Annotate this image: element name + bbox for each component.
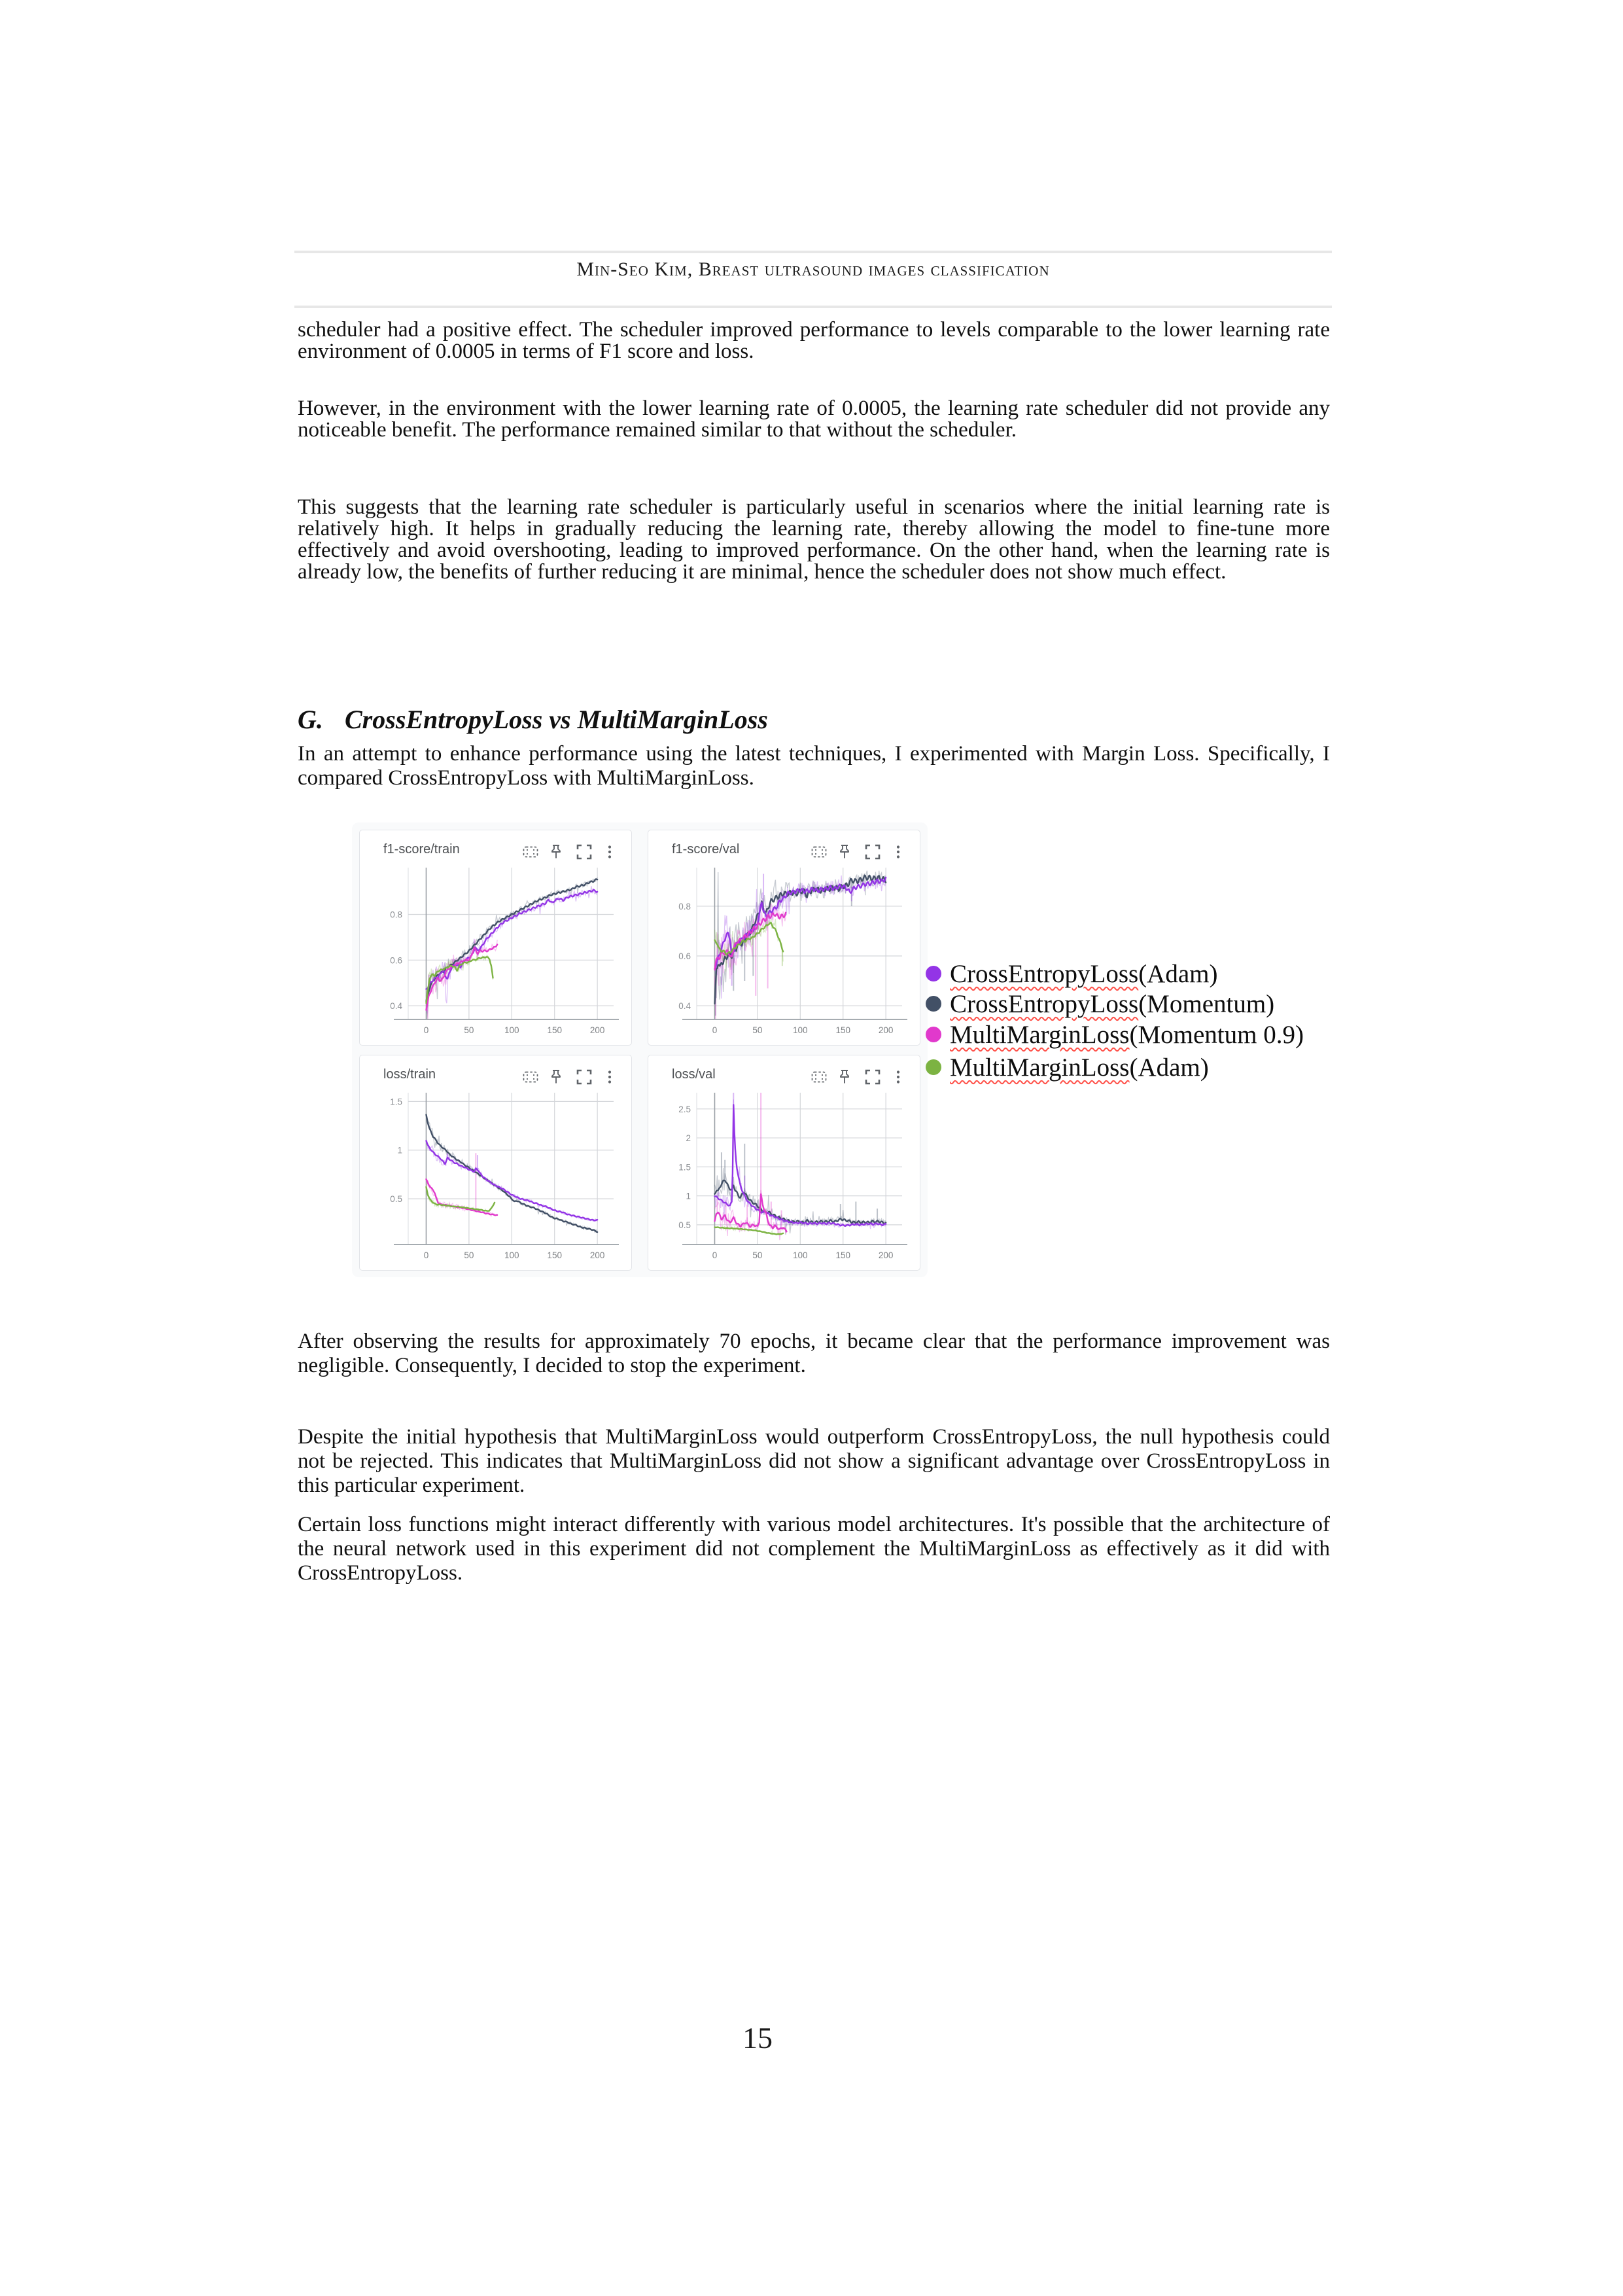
legend-run-param: (Momentum 0.9) [1129, 1020, 1304, 1049]
legend-color-dot [926, 1027, 941, 1042]
fullscreen-icon[interactable] [864, 843, 882, 861]
fullscreen-icon[interactable] [864, 1068, 882, 1086]
section-label: G. [298, 705, 323, 734]
fit-data-icon[interactable] [521, 843, 540, 861]
fullscreen-icon[interactable] [575, 1068, 593, 1086]
fullscreen-icon[interactable] [575, 843, 593, 861]
paragraph-4: In an attempt to enhance performance using the latest techniques, I experimented with Margin Loss. Specifically, I compared CrossEntropyLoss with MultiMarginLoss. [298, 742, 1330, 790]
pin-icon[interactable] [547, 1068, 565, 1086]
svg-text:0.6: 0.6 [390, 955, 402, 966]
svg-text:1.5: 1.5 [390, 1097, 402, 1107]
legend-run-name: MultiMarginLoss [950, 1020, 1130, 1049]
paragraph-7: Certain loss functions might interact differently with various model architectures. It's possible that the architecture of the neural network used in this experiment did not complement the MultiMarginLoss as effectively as it did with CrossEntropyLoss. [298, 1513, 1330, 1585]
chart-card-loss-train [359, 1055, 632, 1271]
svg-text:100: 100 [504, 1250, 519, 1260]
paragraph-3: This suggests that the learning rate scheduler is particularly useful in scenarios where the initial learning rate is relatively high. It helps in gradually reducing the learning rate, thereby allowing the model to fine-tune more effectively and avoid overshooting, leading to improved performance. On the other hand, when the learning rate is already low, the benefits of further reducing it are minimal, hence the scheduler does not show much effect. [298, 495, 1330, 584]
svg-text:0.8: 0.8 [678, 901, 691, 911]
svg-text:200: 200 [878, 1250, 894, 1260]
svg-text:0: 0 [423, 1250, 429, 1260]
more-vert-icon[interactable] [601, 843, 619, 861]
fit-data-icon[interactable] [810, 843, 828, 861]
legend-run-param: (Momentum) [1138, 989, 1275, 1018]
chart-plot [648, 1088, 921, 1271]
svg-text:0.4: 0.4 [678, 1001, 691, 1012]
legend-item [926, 1051, 1209, 1083]
header-rule-top [294, 251, 1332, 253]
svg-text:50: 50 [464, 1250, 474, 1260]
chart-card-loss-val [648, 1055, 920, 1271]
svg-text:2: 2 [686, 1133, 691, 1144]
section-title: CrossEntropyLoss vs MultiMarginLoss [345, 705, 768, 734]
svg-text:100: 100 [504, 1025, 519, 1035]
header-rule-bottom [294, 306, 1332, 308]
paragraph-2: However, in the environment with the lower learning rate of 0.0005, the learning rate scheduler did not provide any noticeable benefit. The performance remained similar to that without the scheduler. [298, 397, 1330, 442]
page-number: 15 [742, 2021, 773, 2055]
legend-label [950, 989, 1274, 1019]
chart-card-f1-score-val [648, 830, 920, 1046]
legend-label [950, 1020, 1304, 1050]
legend-color-dot [926, 966, 941, 981]
svg-text:0.5: 0.5 [678, 1220, 691, 1230]
more-vert-icon[interactable] [889, 843, 907, 861]
svg-text:150: 150 [835, 1250, 850, 1260]
svg-text:1: 1 [686, 1191, 691, 1201]
pin-icon[interactable] [835, 843, 854, 861]
legend-run-name: MultiMarginLoss [950, 1053, 1130, 1082]
fit-data-icon[interactable] [810, 1068, 828, 1086]
svg-text:150: 150 [547, 1025, 562, 1035]
chart-plot [360, 863, 633, 1046]
svg-text:150: 150 [547, 1250, 562, 1260]
svg-text:0.8: 0.8 [390, 910, 402, 920]
svg-text:100: 100 [793, 1025, 808, 1035]
legend-run-name: CrossEntropyLoss [950, 959, 1139, 988]
svg-text:200: 200 [589, 1025, 605, 1035]
svg-text:200: 200 [878, 1025, 894, 1035]
legend-item [926, 958, 1217, 989]
chart-title: loss/val [672, 1067, 716, 1082]
svg-text:2.5: 2.5 [678, 1104, 691, 1114]
fit-data-icon[interactable] [521, 1068, 540, 1086]
svg-text:0.6: 0.6 [678, 951, 691, 962]
svg-text:50: 50 [752, 1250, 763, 1260]
legend-color-dot [926, 996, 941, 1012]
more-vert-icon[interactable] [889, 1068, 907, 1086]
svg-text:50: 50 [464, 1025, 474, 1035]
chart-plot [360, 1088, 633, 1271]
svg-text:0.4: 0.4 [390, 1001, 402, 1012]
tensorboard-figure [352, 822, 928, 1277]
chart-title: f1-score/val [672, 842, 740, 857]
chart-title: f1-score/train [383, 842, 460, 857]
section-heading-g [298, 705, 1330, 734]
legend-label [950, 1053, 1209, 1082]
svg-text:0: 0 [712, 1025, 718, 1035]
svg-text:0: 0 [712, 1250, 718, 1260]
legend-item [926, 1019, 1304, 1050]
paragraph-5: After observing the results for approximately 70 epochs, it became clear that the performance improvement was negligible. Consequently, I decided to stop the experiment. [298, 1330, 1330, 1377]
paragraph-1: scheduler had a positive effect. The scheduler improved performance to levels comparable to the lower learning rate environment of 0.0005 in terms of F1 score and loss. [298, 318, 1330, 363]
svg-text:50: 50 [752, 1025, 763, 1035]
chart-title: loss/train [383, 1067, 436, 1082]
paragraph-6: Despite the initial hypothesis that MultiMarginLoss would outperform CrossEntropyLoss, the null hypothesis could not be rejected. This indicates that MultiMarginLoss did not show a significant advantage over CrossEntropyLoss in this particular experiment. [298, 1425, 1330, 1497]
svg-text:0.5: 0.5 [390, 1194, 402, 1205]
chart-card-f1-score-train [359, 830, 632, 1046]
pin-icon[interactable] [547, 843, 565, 861]
legend-item [926, 988, 1274, 1019]
svg-text:1.5: 1.5 [678, 1162, 691, 1173]
legend-run-param: (Adam) [1138, 959, 1218, 988]
chart-plot [648, 863, 921, 1046]
svg-text:1: 1 [397, 1145, 402, 1156]
svg-text:200: 200 [589, 1250, 605, 1260]
legend-run-name: CrossEntropyLoss [950, 989, 1139, 1018]
pin-icon[interactable] [835, 1068, 854, 1086]
legend-run-param: (Adam) [1129, 1053, 1209, 1082]
svg-text:100: 100 [793, 1250, 808, 1260]
svg-text:150: 150 [835, 1025, 850, 1035]
svg-text:0: 0 [423, 1025, 429, 1035]
running-header: Min-Seo Kim, Breast ultrasound images classification [576, 258, 1050, 280]
more-vert-icon[interactable] [601, 1068, 619, 1086]
legend-color-dot [926, 1059, 941, 1075]
legend-label [950, 959, 1217, 989]
